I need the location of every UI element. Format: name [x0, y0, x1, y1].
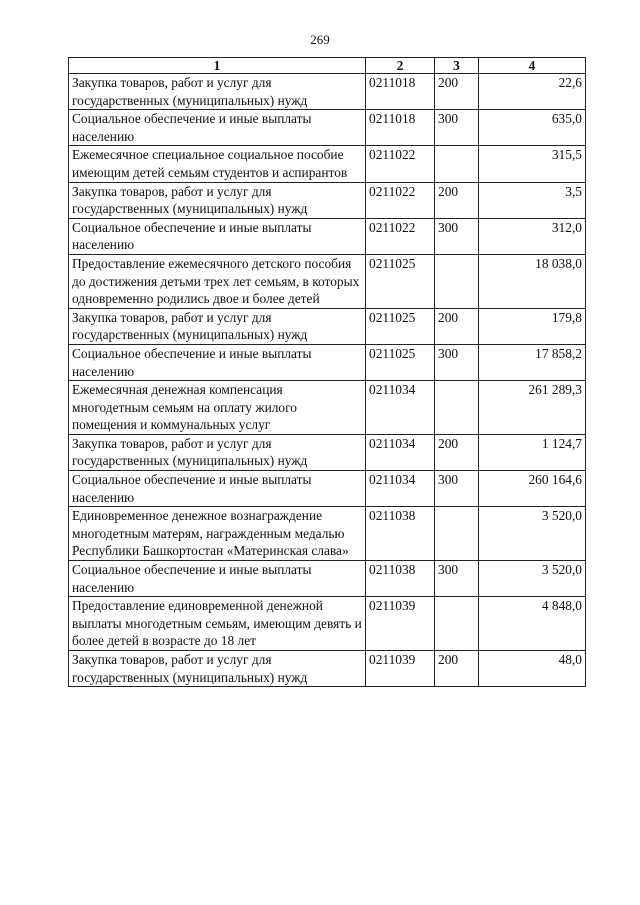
code-cell: 0211018: [366, 110, 435, 146]
table-row: [69, 254, 586, 308]
table-row: [69, 597, 586, 651]
code-cell: 0211039: [366, 597, 435, 651]
type-cell: 200: [435, 308, 479, 344]
table-row: [69, 434, 586, 470]
name-cell: Социальное обеспечение и иные выплаты населению: [69, 110, 366, 146]
column-header-1: 1: [69, 58, 366, 74]
code-cell: 0211022: [366, 218, 435, 254]
code-cell: 0211039: [366, 651, 435, 687]
type-cell: 200: [435, 182, 479, 218]
page-number: 269: [310, 32, 330, 47]
table-row: [69, 561, 586, 597]
table-row: [69, 110, 586, 146]
name-cell: Закупка товаров, работ и услуг для государственных (муниципальных) нужд: [69, 308, 366, 344]
table-body: [69, 74, 586, 687]
code-cell: 0211022: [366, 146, 435, 182]
column-header-3: 3: [435, 58, 479, 74]
type-cell: [435, 381, 479, 435]
type-cell: 300: [435, 344, 479, 380]
code-cell: 0211018: [366, 74, 435, 110]
table-row: [69, 344, 586, 380]
name-cell: Предоставление ежемесячного детского пособия до достижения детьми трех лет семьям, в которых одновременно родились двое и более детей: [69, 254, 366, 308]
amount-cell: 261 289,3: [479, 381, 586, 435]
type-cell: 300: [435, 110, 479, 146]
code-cell: 0211038: [366, 507, 435, 561]
budget-table: [68, 57, 586, 687]
amount-cell: 260 164,6: [479, 471, 586, 507]
type-cell: [435, 146, 479, 182]
table-row: [69, 381, 586, 435]
amount-cell: 3,5: [479, 182, 586, 218]
type-cell: 200: [435, 74, 479, 110]
code-cell: 0211034: [366, 471, 435, 507]
amount-cell: 179,8: [479, 308, 586, 344]
table-row: [69, 146, 586, 182]
type-cell: 200: [435, 434, 479, 470]
code-cell: 0211034: [366, 434, 435, 470]
name-cell: Закупка товаров, работ и услуг для государственных (муниципальных) нужд: [69, 651, 366, 687]
name-cell: Социальное обеспечение и иные выплаты населению: [69, 218, 366, 254]
code-cell: 0211025: [366, 254, 435, 308]
type-cell: 300: [435, 471, 479, 507]
amount-cell: 17 858,2: [479, 344, 586, 380]
type-cell: 300: [435, 561, 479, 597]
amount-cell: 312,0: [479, 218, 586, 254]
type-cell: 300: [435, 218, 479, 254]
amount-cell: 3 520,0: [479, 507, 586, 561]
amount-cell: 315,5: [479, 146, 586, 182]
amount-cell: 48,0: [479, 651, 586, 687]
table-row: [69, 651, 586, 687]
code-cell: 0211025: [366, 344, 435, 380]
amount-cell: 22,6: [479, 74, 586, 110]
type-cell: 200: [435, 651, 479, 687]
code-cell: 0211034: [366, 381, 435, 435]
name-cell: Предоставление единовременной денежной выплаты многодетным семьям, имеющим девять и более детей в возрасте до 18 лет: [69, 597, 366, 651]
name-cell: Закупка товаров, работ и услуг для государственных (муниципальных) нужд: [69, 434, 366, 470]
table-row: [69, 74, 586, 110]
code-cell: 0211038: [366, 561, 435, 597]
column-header-2: 2: [366, 58, 435, 74]
amount-cell: 1 124,7: [479, 434, 586, 470]
table-row: [69, 507, 586, 561]
type-cell: [435, 597, 479, 651]
type-cell: [435, 507, 479, 561]
name-cell: Закупка товаров, работ и услуг для государственных (муниципальных) нужд: [69, 182, 366, 218]
name-cell: Ежемесячная денежная компенсация многодетным семьям на оплату жилого помещения и коммунальных услуг: [69, 381, 366, 435]
amount-cell: 635,0: [479, 110, 586, 146]
code-cell: 0211022: [366, 182, 435, 218]
table-header-row: [69, 58, 586, 74]
type-cell: [435, 254, 479, 308]
name-cell: Социальное обеспечение и иные выплаты населению: [69, 471, 366, 507]
amount-cell: 4 848,0: [479, 597, 586, 651]
name-cell: Ежемесячное специальное социальное пособие имеющим детей семьям студентов и аспирантов: [69, 146, 366, 182]
table-row: [69, 471, 586, 507]
table-row: [69, 218, 586, 254]
name-cell: Закупка товаров, работ и услуг для государственных (муниципальных) нужд: [69, 74, 366, 110]
amount-cell: 3 520,0: [479, 561, 586, 597]
column-header-4: 4: [479, 58, 586, 74]
table-row: [69, 182, 586, 218]
table-row: [69, 308, 586, 344]
amount-cell: 18 038,0: [479, 254, 586, 308]
name-cell: Социальное обеспечение и иные выплаты населению: [69, 344, 366, 380]
name-cell: Единовременное денежное вознаграждение многодетным матерям, награжденным медалью Республики Башкортостан «Материнская слава»: [69, 507, 366, 561]
code-cell: 0211025: [366, 308, 435, 344]
name-cell: Социальное обеспечение и иные выплаты населению: [69, 561, 366, 597]
